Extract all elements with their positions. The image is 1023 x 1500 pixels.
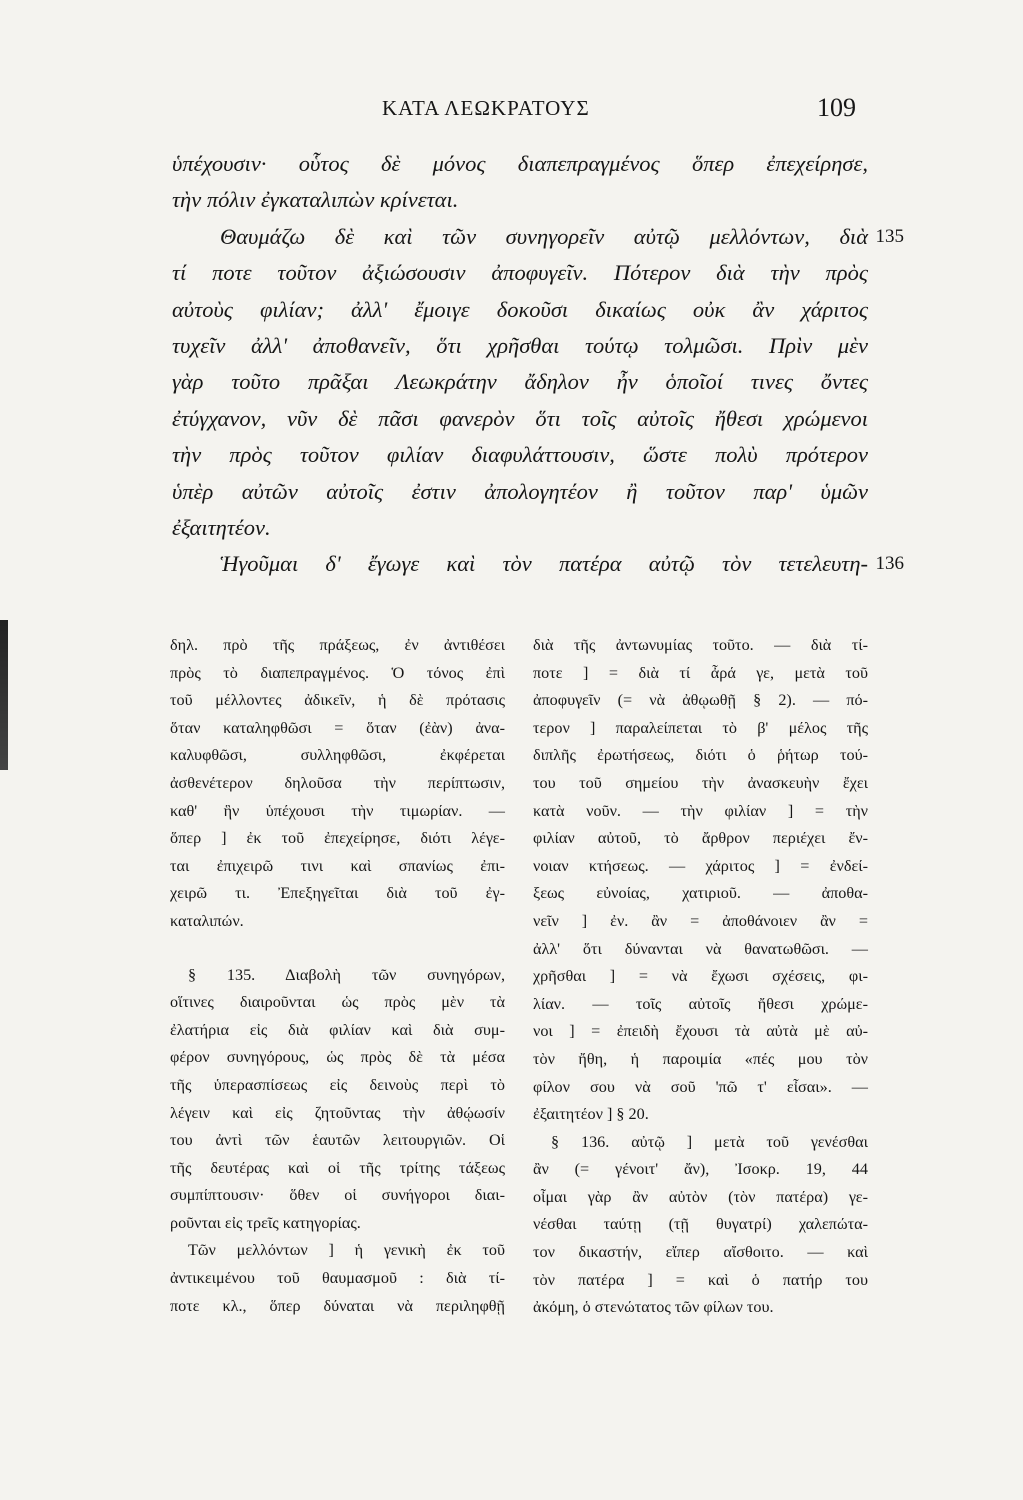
note-line: ὅταν καταληφθῶσι = ὅταν (ἐὰν) ἀνα-: [170, 718, 505, 737]
note-line: ἀντικειμένου τοῦ θαυμασμοῦ : διὰ τί-: [170, 1269, 505, 1288]
note-line: οἶμαι γὰρ ἂν αὐτὸν (τὸν πατέρα) γε-: [533, 1187, 868, 1206]
note-line: χρῆσθαι ] = νὰ ἔχωσι σχέσεις, φι-: [533, 967, 868, 986]
note-line: ξεως εὐνοίας, χατιριοῦ. — ἀποθα-: [533, 884, 868, 903]
note-line: ἀκόμη, ὁ στενώτατος τῶν φίλων του.: [533, 1298, 774, 1317]
main-text-line: ὑπὲρ αὐτῶν αὐτοῖς ἐστιν ἀπολογητέον ἢ τοῦτον παρ' ὑμῶν: [172, 478, 868, 504]
main-text-line: ἐτύγχανον, νῦν δὲ πᾶσι φανερὸν ὅτι τοῖς αὐτοῖς ἤθεσι χρώμενοι: [172, 405, 868, 431]
note-line: καλυφθῶσι, συλληφθῶσι, ἐκφέρεται: [170, 746, 505, 765]
running-head: ΚΑΤΑ ΛΕΩΚΡΑΤΟΥΣ: [382, 96, 590, 120]
note-line: του τοῦ σημείου τὴν ἀνασκευὴν ἔχει: [533, 773, 868, 792]
main-text-line-content: Ἡγοῦμαι δ' ἔγωγε καὶ τὸν πατέρα αὐτῷ τὸν τετελευτη-: [220, 551, 868, 577]
note-line: τὸν ἤθη, ἡ παροιμία «πές μου τὸν: [533, 1049, 868, 1068]
note-line: ἐλατήρια εἰς διὰ φιλίαν καὶ διὰ συμ-: [170, 1020, 505, 1039]
note-line: πρὸς τὸ διαπεπραγμένος. Ὁ τόνος ἐπὶ: [170, 663, 505, 682]
note-line: ποτε κλ., ὅπερ δύναται νὰ περιληφθῇ: [170, 1296, 505, 1315]
note-line: ἀλλ' ὅτι δύνανται νὰ θανατωθῶσι. —: [533, 939, 868, 958]
main-text-line: γὰρ τοῦτο πρᾶξαι Λεωκράτην ἄδηλον ἦν ὁποῖοί τινες ὄντες: [172, 369, 868, 395]
main-text-line: αὐτοὺς φιλίαν; ἀλλ' ἔμοιγε δοκοῦσι δικαίως οὐκ ἂν χάριτος: [172, 296, 868, 322]
main-text: [172, 146, 904, 583]
note-line: νέσθαι ταύτῃ (τῇ θυγατρί) χαλεπώτα-: [533, 1215, 868, 1234]
note-line: χειρῶ τι. Ἐπεξηγεῖται διὰ τοῦ ἐγ-: [170, 884, 505, 903]
main-text-line-content: Θαυμάζω δὲ καὶ τῶν συνηγορεῖν αὐτῷ μελλόντων, διὰ: [220, 223, 868, 249]
note-line: φέρον συνηγόρους, ὡς πρὸς δὲ τὰ μέσα: [170, 1048, 505, 1067]
main-text-line: τὴν πρὸς τοῦτον φιλίαν διαφυλάττουσιν, ὥστε πολὺ πρότερον: [172, 442, 868, 468]
note-line: καθ' ἣν ὑπέχουσι τὴν τιμωρίαν. —: [170, 801, 505, 820]
note-line: § 135. Διαβολὴ τῶν συνηγόρων,: [188, 965, 505, 984]
note-line: τερον ] παραλείπεται τὸ β' μέλος τῆς: [533, 718, 868, 737]
note-line: διπλῆς ἐρωτήσεως, διότι ὁ ῥήτωρ τού-: [533, 746, 868, 765]
note-line: ροῦνται εἰς τρεῖς κατηγορίας.: [170, 1213, 361, 1232]
note-line: ἂν (= γένοιτ' ἄν), Ἰσοκρ. 19, 44: [533, 1160, 868, 1179]
note-line: ποτε ] = διὰ τί ἆρά γε, μετὰ τοῦ: [533, 663, 868, 682]
commentary-left-column: [170, 632, 505, 1320]
section-number: 136: [875, 553, 904, 575]
main-text-line: ὑπέχουσιν· οὗτος δὲ μόνος διαπεπραγμένος ὅπερ ἐπεχείρησε,: [172, 151, 868, 176]
note-line: νεῖν ] ἐν. ἂν = ἀποθάνοιεν ἂν =: [533, 911, 868, 930]
note-line: τῆς δευτέρας καὶ οἱ τῆς τρίτης τάξεως: [170, 1158, 505, 1177]
main-text-line: [172, 219, 904, 255]
page-number: 109: [817, 93, 856, 122]
note-line: νοι ] = ἐπειδὴ ἔχουσι τὰ αὐτὰ μὲ αὐ-: [533, 1022, 868, 1041]
note-line: του ἀντὶ τῶν ἑαυτῶν λειτουργιῶν. Οἱ: [170, 1131, 505, 1150]
note-line: ἀσθενέτερον δηλοῦσα τὴν περίπτωσιν,: [170, 773, 505, 792]
main-text-line: τὴν πόλιν ἐγκαταλιπὼν κρίνεται.: [172, 187, 459, 213]
main-text-line: τυχεῖν ἀλλ' ἀποθανεῖν, ὅτι χρῆσθαι τούτῳ τολμῶσι. Πρὶν μὲν: [172, 332, 868, 358]
note-line: οἵτινες διαιροῦνται ὡς πρὸς μὲν τὰ: [170, 993, 505, 1012]
note-line: τον δικαστήν, εἴπερ αἴσθοιτο. — καὶ: [533, 1243, 868, 1262]
main-text-line: [172, 546, 904, 582]
note-line: λέγειν καὶ εἰς ζητοῦντας τὴν ἀθῴωσίν: [170, 1103, 505, 1122]
note-line: συμπίπτουσιν· ὅθεν οἱ συνήγοροι διαι-: [170, 1186, 505, 1205]
note-line: Τῶν μελλόντων ] ἡ γενικὴ ἐκ τοῦ: [188, 1241, 505, 1260]
note-line: δηλ. πρὸ τῆς πράξεως, ἐν ἀντιθέσει: [170, 636, 505, 654]
note-line: τὸν πατέρα ] = καὶ ὁ πατήρ του: [533, 1270, 868, 1289]
note-line: τοῦ μέλλοντες ἀδικεῖν, ἡ δὲ πρότασις: [170, 691, 505, 710]
commentary-right-column: [533, 632, 868, 1322]
note-line: τῆς ὑπερασπίσεως εἰς δεινοὺς περὶ τὸ: [170, 1075, 505, 1094]
section-number: 135: [875, 225, 904, 247]
note-line: νοιαν κτήσεως. — χάριτος ] = ἐνδεί-: [533, 856, 868, 875]
note-line: φιλίαν αὐτοῦ, τὸ ἄρθρον περιέχει ἔν-: [533, 829, 868, 848]
note-line: φίλον σου νὰ σοῦ 'πῶ τ' εἶσαι». —: [533, 1077, 868, 1096]
note-line: ται ἐπιχειρῶ τινι καὶ σπανίως ἐπι-: [170, 856, 505, 875]
main-text-line: τί ποτε τοῦτον ἀξιώσουσιν ἀποφυγεῖν. Πότερον διὰ τὴν πρὸς: [172, 260, 868, 286]
note-line: § 136. αὐτῷ ] μετὰ τοῦ γενέσθαι: [551, 1132, 868, 1151]
binding-edge: [0, 620, 8, 770]
note-line: λίαν. — τοῖς αὐτοῖς ἤθεσι χρώμε-: [533, 994, 868, 1013]
note-line: κατὰ νοῦν. — τὴν φιλίαν ] = τὴν: [533, 801, 868, 820]
note-line: διὰ τῆς ἀντωνυμίας τοῦτο. — διὰ τί-: [533, 636, 868, 654]
note-line: καταλιπών.: [170, 911, 244, 930]
note-line: ὅπερ ] ἐκ τοῦ ἐπεχείρησε, διότι λέγε-: [170, 829, 505, 848]
note-line: ἐξαιτητέον ] § 20.: [533, 1105, 649, 1124]
main-text-line: ἐξαιτητέον.: [172, 514, 271, 540]
note-line: ἀποφυγεῖν (= νὰ ἀθῳωθῇ § 2). — πό-: [533, 691, 868, 710]
